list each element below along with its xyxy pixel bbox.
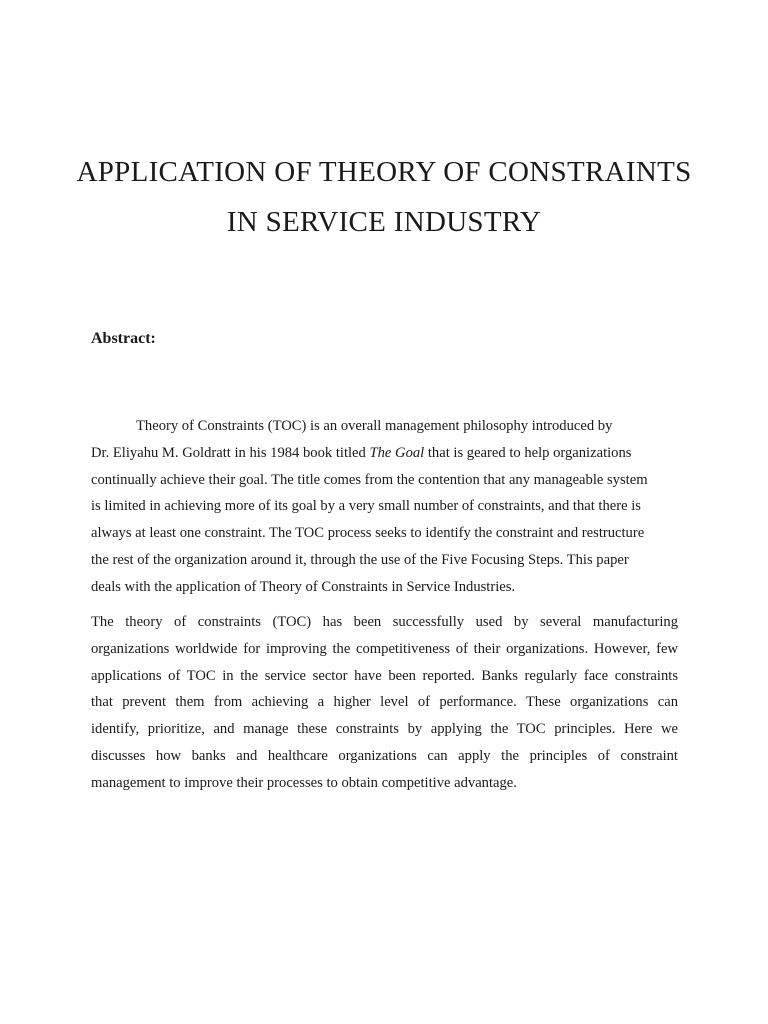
paragraph-line: identify, prioritize, and manage these constraints by applying the TOC principles. Here we <box>91 721 678 738</box>
paragraph-line: deals with the application of Theory of Constraints in Service Industries. <box>91 578 516 595</box>
paragraph-line: The theory of constraints (TOC) has been successfully used by several manufacturing <box>91 614 678 630</box>
paragraph-line: that prevent them from achieving a higher level of performance. These organizations can <box>91 694 678 711</box>
abstract-paragraph-1 <box>91 413 678 601</box>
paragraph-line: applications of TOC in the service sector have been reported. Banks regularly face constraints <box>91 667 678 684</box>
paragraph-line: organizations worldwide for improving the competitiveness of their organizations. However, few <box>91 640 678 657</box>
paragraph-line <box>91 440 678 467</box>
paragraph-text: that is geared to help organizations <box>424 444 632 461</box>
paragraph-line: discusses how banks and healthcare organizations can apply the principles of constraint <box>91 747 678 764</box>
paragraph-text: Dr. Eliyahu M. Goldratt in his 1984 book titled <box>91 444 370 461</box>
paragraph-line: management to improve their processes to obtain competitive advantage. <box>91 774 517 791</box>
book-title: The Goal <box>369 444 425 461</box>
paragraph-line: the rest of the organization around it, through the use of the Five Focusing Steps. This paper <box>91 551 629 568</box>
document-title-line-2: IN SERVICE INDUSTRY <box>226 206 542 238</box>
paragraph-line: continually achieve their goal. The title comes from the contention that any manageable system <box>91 471 648 488</box>
abstract-paragraph-2 <box>91 609 678 797</box>
document-title-line-1: APPLICATION OF THEORY OF CONSTRAINTS <box>76 156 692 188</box>
abstract-heading: Abstract: <box>91 330 156 347</box>
paragraph-line: is limited in achieving more of its goal by a very small number of constraints, and that there is <box>91 498 641 515</box>
paragraph-line: Theory of Constraints (TOC) is an overall management philosophy introduced by <box>136 418 613 434</box>
paragraph-line: always at least one constraint. The TOC process seeks to identify the constraint and restructure <box>91 525 645 542</box>
